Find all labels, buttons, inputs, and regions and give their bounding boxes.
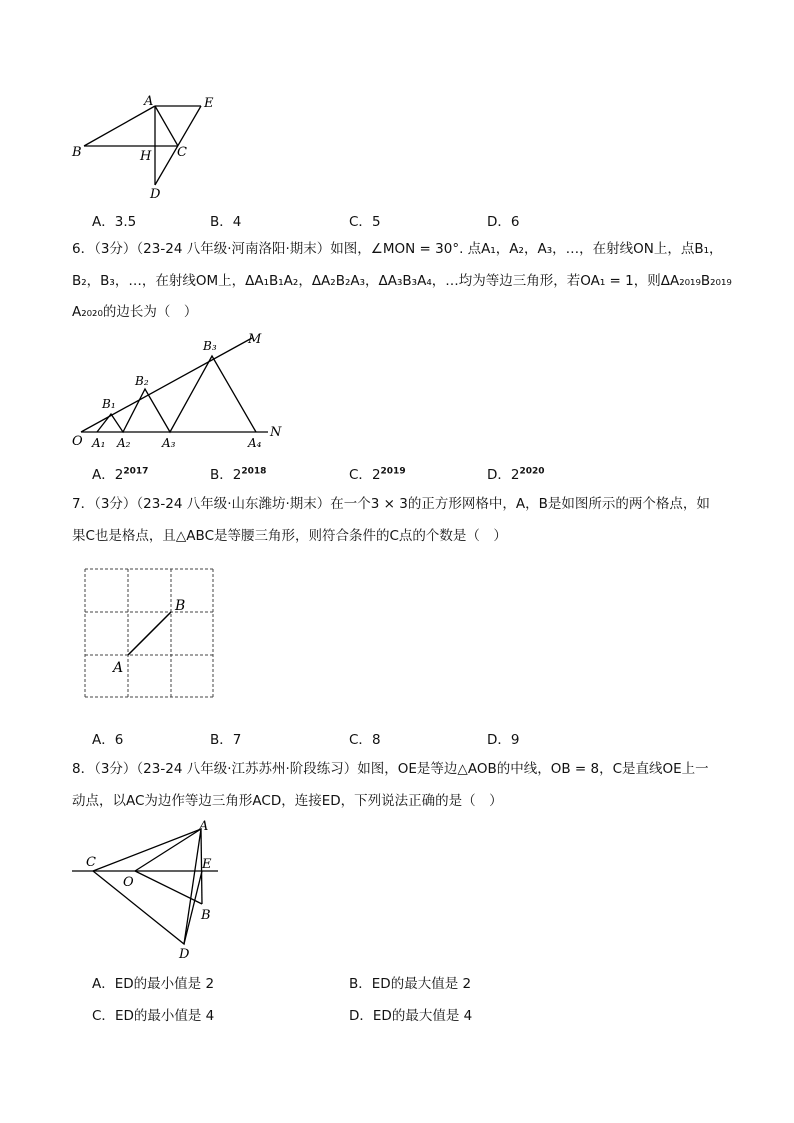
- option-letter: A．: [92, 732, 115, 748]
- option-value: ED的最大值是 2: [371, 976, 472, 992]
- option-value: 6: [114, 732, 124, 748]
- q5-option-b[interactable]: [210, 210, 241, 230]
- q6-label-o: O: [72, 434, 83, 449]
- q8-text-line1: 8．（3分）（23-24 八年级·江苏苏州·阶段练习）如图，OE是等边△AOB的中线，OB = 8，C是直线OE上一: [72, 761, 709, 777]
- q8-label-c: C: [86, 855, 96, 870]
- option-value: ED的最小值是 2: [114, 976, 215, 992]
- q8-option-d[interactable]: [349, 1004, 472, 1024]
- q5-label-b: B: [72, 145, 82, 160]
- option-letter: D．: [487, 214, 511, 230]
- q6-text-line2: B₂，B₃，…，在射线OM上，ΔA₁B₁A₂，ΔA₂B₂A₃，ΔA₃B₃A₄，…均为等边三角形，若OA₁ = 1，则ΔA₂₀₁₉B₂₀₁₉: [72, 273, 732, 289]
- q5-label-h: H: [140, 149, 152, 164]
- q6-option-a[interactable]: [92, 463, 148, 483]
- option-exponent: 2018: [241, 466, 267, 477]
- option-value: ED的最小值是 4: [114, 1008, 215, 1024]
- q7-option-d[interactable]: [487, 728, 520, 748]
- option-letter: A．: [92, 976, 115, 992]
- option-letter: D．: [487, 732, 511, 748]
- option-exponent: 2020: [519, 466, 545, 477]
- q6-figure: [68, 326, 298, 454]
- q6-text-line3: A₂₀₂₀的边长为（ ）: [72, 304, 198, 320]
- option-letter: D．: [349, 1008, 373, 1024]
- option-letter: C．: [349, 214, 372, 230]
- q7-text-line1: 7．（3分）（23-24 八年级·山东潍坊·期末）在一个3 × 3的正方形网格中，A，B是如图所示的两个格点，如: [72, 496, 710, 512]
- option-letter: C．: [349, 467, 372, 483]
- q7-grid-figure: [80, 564, 220, 704]
- q8-figure: [68, 814, 228, 964]
- q6-label-n: N: [270, 425, 282, 440]
- option-letter: C．: [349, 732, 372, 748]
- option-value: 6: [510, 214, 520, 230]
- option-exponent: 2017: [123, 466, 149, 477]
- q7-option-b[interactable]: [210, 728, 241, 748]
- option-letter: A．: [92, 214, 115, 230]
- option-value: 7: [232, 732, 242, 748]
- q6-label-b2: B₂: [135, 374, 149, 388]
- option-letter: B．: [210, 732, 233, 748]
- option-value: 8: [371, 732, 381, 748]
- q8-label-o: O: [123, 875, 134, 890]
- option-letter: B．: [210, 214, 233, 230]
- option-letter: C．: [92, 1008, 115, 1024]
- option-base: 2: [232, 467, 242, 483]
- q8-option-a[interactable]: [92, 972, 214, 992]
- option-letter: D．: [487, 467, 511, 483]
- q6-label-a3: A₃: [162, 436, 176, 450]
- option-value: 4: [232, 214, 242, 230]
- q7-option-c[interactable]: [349, 728, 381, 748]
- q5-figure: [68, 90, 228, 205]
- q8-option-c[interactable]: [92, 1004, 214, 1024]
- q5-option-c[interactable]: [349, 210, 381, 230]
- option-exponent: 2019: [380, 466, 406, 477]
- option-value: ED的最大值是 4: [372, 1008, 473, 1024]
- q6-text-line1: 6．（3分）（23-24 八年级·河南洛阳·期末）如图，∠MON = 30°. 点A₁，A₂，A₃，…，在射线ON上，点B₁，: [72, 241, 723, 257]
- option-letter: A．: [92, 467, 115, 483]
- q5-option-a[interactable]: [92, 210, 136, 230]
- q5-label-d: D: [150, 187, 161, 202]
- q6-option-c[interactable]: [349, 463, 406, 483]
- option-value: 5: [371, 214, 381, 230]
- q8-label-e: E: [202, 857, 212, 872]
- q5-label-a: A: [144, 94, 154, 109]
- q7-text-line2: 果C也是格点，且△ABC是等腰三角形，则符合条件的C点的个数是（ ）: [72, 528, 507, 544]
- option-letter: B．: [349, 976, 372, 992]
- option-base: 2: [371, 467, 381, 483]
- q6-label-a4: A₄: [248, 436, 262, 450]
- q7-label-b: B: [175, 598, 186, 614]
- q6-label-a1: A₁: [92, 436, 106, 450]
- q5-option-d[interactable]: [487, 210, 520, 230]
- q6-option-d[interactable]: [487, 463, 545, 483]
- q8-label-b: B: [201, 908, 211, 923]
- q8-label-a: A: [199, 819, 209, 834]
- option-value: 9: [510, 732, 520, 748]
- q8-text-line2: 动点，以AC为边作等边三角形ACD，连接ED，下列说法正确的是（ ）: [72, 793, 503, 809]
- q5-label-c: C: [177, 145, 187, 160]
- q6-label-b1: B₁: [102, 397, 116, 411]
- q6-option-b[interactable]: [210, 463, 266, 483]
- option-base: 2: [510, 467, 520, 483]
- q7-label-a: A: [113, 660, 124, 676]
- q6-label-a2: A₂: [117, 436, 131, 450]
- q8-option-b[interactable]: [349, 972, 471, 992]
- q7-option-a[interactable]: [92, 728, 123, 748]
- q5-label-e: E: [204, 96, 214, 111]
- q6-label-m: M: [248, 332, 262, 347]
- option-base: 2: [114, 467, 124, 483]
- q6-label-b3: B₃: [203, 339, 217, 353]
- option-letter: B．: [210, 467, 233, 483]
- option-value: 3.5: [114, 214, 137, 230]
- q8-label-d: D: [179, 947, 190, 962]
